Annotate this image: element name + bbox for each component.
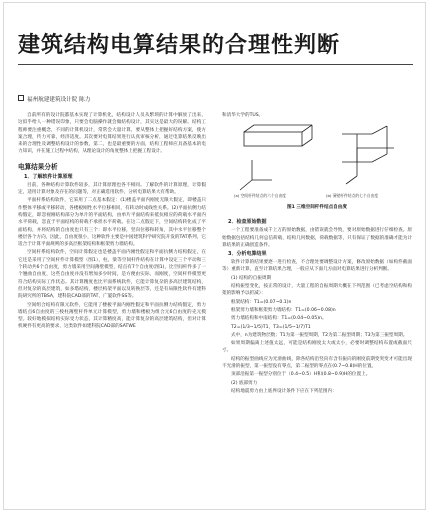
- section-heading: 电算结果分析: [18, 162, 58, 171]
- figure-label-a: (a) 空间杆件结点的六个自由度: [234, 193, 287, 199]
- paragraph: (2) 底部剪力: [231, 380, 258, 386]
- byline: [18, 95, 90, 103]
- formula-line: T2=(1/3~1/5)T1，T3=(1/5~1/7)T1: [231, 324, 311, 330]
- paragraph: 结构的振型曲线应为光滑曲线，除各结构沿竖向有含有振向的刚度前期变突变才可能出现不光滑的振型，第一振型没有零点，第二振型的零点在(0.7~0.8)H的位置。: [222, 356, 412, 370]
- paragraph: 和清华大学的TUS。: [222, 113, 264, 118]
- paragraph: 式中，n为建筑物层数；T1为第一振型周期，T2为第二振型周期；T3为第三振型周期。: [231, 332, 408, 338]
- paragraph: 顶部沿振第一振型分别位于（0.4~0.5）H和(0.8~0.9)H的位置上。: [231, 372, 371, 378]
- formula-line: 框架剪力墙和框架剪力墙结构：T1=(0.06~0.08)n: [231, 307, 336, 313]
- paragraph: 软件计算的结果要逐一进行检查，不合理处要调整设计方案，修改原始数据（如构件截面等）重新计算，直至计算结果合理，一般应从下面几方面对电算结果进行分析判断。: [222, 260, 412, 273]
- intro-paragraph: 自前所有的设计院都基本实现了计算机化，结构设计人员从繁琐的计算中解放了出来，这似乎给人一种错误印象，只要会电脑操作就会做结构设计，其实这是最大的误解。结构工程师要注重概念，不同的计算机设计，常常会大量计算，要从整体上把握好结构方案，使方案合理，传力可靠，经济适度。其次要对电算结果进行认真审核分析，通过电算结果反映出来的合理性及调整结构设计的参数，第二，也是最重要的方面，结构工程师应具备基本的电力知识，并在施工过程中结构，从理论设计的角度整体上把握工程设计。: [18, 113, 206, 155]
- paragraph: 目前，各种结构计算软件较多，其计算原理也各不相同。了解软件的计算原理，计算假定，适用计算对象及存在的问题等，对正确选用软件、分析电算结果大有帮助。: [18, 182, 206, 196]
- formula-line: 剪力墙结构和中南结构：T1=(0.04~0.05)n。: [231, 316, 327, 322]
- figure-caption: 图1 三维空间杆件结点自由度: [287, 205, 347, 211]
- paragraph: 空间杆系结构软件，空间计算假定也是楼盖平面内刚性假定和平面抗侧力结构假定，在它还是采用了空间杆件计算模型（图1），柱、梁等空间杆件结构在计算中设定三个平动和三个转动共6个自由度，剪力墙采用空间薄壁模型，结点有7个自由度(图1)，比空间杆件多了一个翘曲自由度，这些自由度并没有增加多少时间，是方便由实际，而刚度，空间杆件模型更符合结构实际工作状态。其计算精度也比平面系统软件，它能计算复杂的多高层建筑结构，但对复杂的高层建筑，如多塔结构，楼层构架平面以及转换层等，还是有局限性软件有建科院研究所的TBSA，建科院CAD部的TAT，广厦软件SS等。: [18, 250, 206, 300]
- figure-1: [222, 120, 412, 212]
- square-bullet-icon: [18, 95, 24, 101]
- paragraph: 空间组合结构有限元软件，它能用了楼板平面内刚性假定和平面抗侧力结构假定，剪力墙结点6自由度的三棱柱薄壁杆件单元计算模型，剪力墙和楼板为组合元6自由度的壳元模型。较好地模拟结构实际受力状态，其计算精度高，能计算复杂的高层建筑结构，但对计算机硬件有更高的要求，这类软件如建科院CAD部的SATWE: [18, 302, 206, 330]
- paragraph: 平面杆系结构软件，它采用了二点基本假定：(1)楼盖平面内刚度无限大假定，即楼盖只作整体平移或平移转动，各楼板刚性水平位移相同，有转动时成线性关系。(2)平面抗侧力结构假定，即忽视刚结构部分为单片的平面结构，由单片平面结构来抵抗相应的荷载水平面内水平荷载，忽直于平面结构的荷载不承担水平荷载。在这二点假定下，空间结构转化成了平面结构，并将结构的自由度也只有三个：即水平位移，竖向位移和转角，其中水平位移整个楼层各个方向，因此，自由度很小，这种软件主要是中国建筑科学研究院开发的TAT系列，它适合于计算平面规则的多高层框架结构和框架剪力墙结构。: [18, 198, 206, 248]
- author-affiliation: 福州航建建筑设计院 陈力: [27, 97, 91, 103]
- subsection-heading: 1．了解软件计算原理: [24, 173, 73, 180]
- subsection-heading: 2．检查原始数据: [228, 219, 267, 226]
- paragraph: 如果周期偏离上述值太远，可能是结构刚度太大或太小，必要时调整结构布置或截面尺寸。: [222, 341, 412, 354]
- paragraph: (1) 结构的自振周期: [231, 275, 272, 281]
- left-column: [18, 112, 206, 332]
- right-column: [222, 112, 412, 396]
- paragraph: 结构振型变化，按正常的设计，大量工程的自振周期大概在下列范围（已考虑空结构和构架的影响予以折减）：: [222, 284, 412, 297]
- paragraph: 结构地震剪力由上底界设计条件下应在下列范围内：: [231, 388, 337, 394]
- paragraph: 一个工程要准备成千上万的原始数据，由错误就会导致，要对原始数据进行仔细检查。原始数据包括结构几何总信荷载、结构几何数据，荷载数据等，只有保证了数据的准确才能为计算结果的正确创造条件。: [222, 228, 412, 248]
- formula-line: 框架结构：T1=(0.07~0.1)n: [231, 299, 292, 305]
- figure-label-b: (b) 薄壁杆件结点的七个自由度: [326, 193, 379, 199]
- title-bar: [18, 30, 413, 65]
- subsection-heading: 3．分析电算结果: [228, 251, 267, 258]
- article-title: 建筑结构电算结果的合理性判断: [18, 32, 341, 58]
